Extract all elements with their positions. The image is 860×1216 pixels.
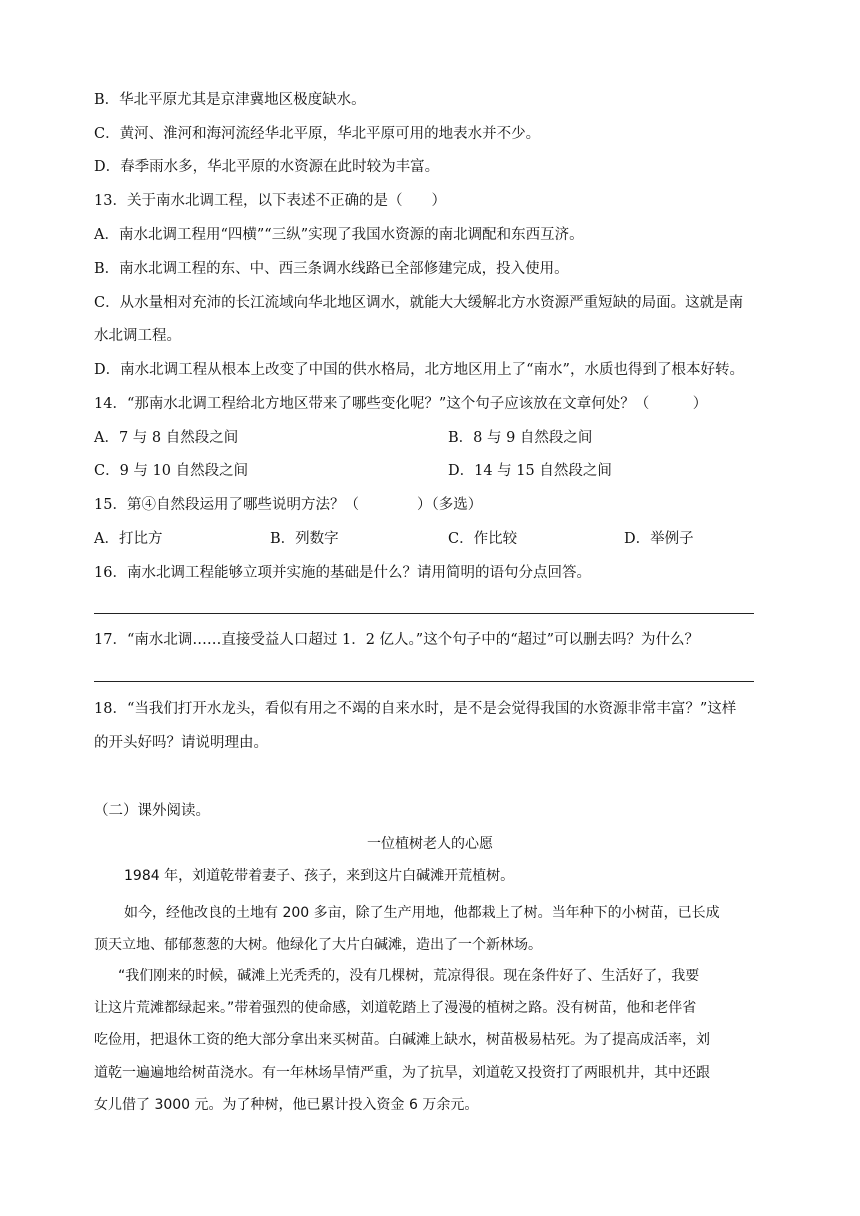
q15-option-d: D．举例子 <box>624 531 694 547</box>
article-paragraph-1: 1984 年，刘道乾带着妻子、孩子，来到这片白碱滩开荒植树。 <box>124 868 515 884</box>
q17-stem: 17．“南水北调……直接受益人口超过 1．2 亿人。”这个句子中的“超过”可以删去吗？为什么？ <box>94 632 700 648</box>
q15-option-c: C．作比较 <box>448 531 518 547</box>
q17-answer-line[interactable] <box>94 681 754 682</box>
q12-option-c: C．黄河、淮河和海河流经华北平原，华北平原可用的地表水并不少。 <box>94 126 541 142</box>
q13-option-d: D．南水北调工程从根本上改变了中国的供水格局，北方地区用上了“南水”，水质也得到了根本好转。 <box>94 362 744 378</box>
article-paragraph-3-line5: 女儿借了 3000 元。为了种树，他已累计投入资金 6 万余元。 <box>94 1097 479 1113</box>
article-paragraph-3-line2: 让这片荒滩都绿起来。”带着强烈的使命感，刘道乾踏上了漫漫的植树之路。没有树苗，他和老伴省 <box>94 1000 697 1016</box>
article-paragraph-3-line3: 吃俭用，把退休工资的绝大部分拿出来买树苗。白碱滩上缺水，树苗极易枯死。为了提高成活率，刘 <box>94 1032 710 1048</box>
q18-stem-line2: 的开头好吗？请说明理由。 <box>94 735 268 751</box>
article-paragraph-2-line1: 如今，经他改良的土地有 200 多亩，除了生产用地，他都栽上了树。当年种下的小树苗，已长成 <box>124 905 720 921</box>
article-title: 一位植树老人的心愿 <box>367 836 493 852</box>
article-paragraph-2-line2: 顶天立地、郁郁葱葱的大树。他绿化了大片白碱滩，造出了一个新林场。 <box>94 937 542 953</box>
q14-option-d: D．14 与 15 自然段之间 <box>448 463 612 479</box>
q18-stem-line1: 18．“当我们打开水龙头，看似有用之不竭的自来水时，是不是会觉得我国的水资源非常丰富？”这样 <box>94 701 737 717</box>
q14-stem: 14．“那南水北调工程给北方地区带来了哪些变化呢？”这个句子应该放在文章何处？（ ） <box>94 396 708 412</box>
article-paragraph-3-line4: 道乾一遍遍地给树苗浇水。有一年林场旱情严重，为了抗旱，刘道乾又投资打了两眼机井，其中还跟 <box>94 1065 710 1081</box>
q13-option-c-line1: C．从水量相对充沛的长江流域向华北地区调水，就能大大缓解北方水资源严重短缺的局面。这就是南 <box>94 295 744 311</box>
q15-stem: 15．第④自然段运用了哪些说明方法？（ ）（多选） <box>94 497 483 513</box>
q12-option-d: D．春季雨水多，华北平原的水资源在此时较为丰富。 <box>94 159 440 175</box>
q14-option-c: C．9 与 10 自然段之间 <box>94 463 249 479</box>
q15-option-b: B．列数字 <box>270 531 339 547</box>
q13-option-a: A．南水北调工程用“四横”“三纵”实现了我国水资源的南北调配和东西互济。 <box>94 227 584 243</box>
q16-stem: 16．南水北调工程能够立项并实施的基础是什么？请用简明的语句分点回答。 <box>94 565 591 581</box>
q16-answer-line[interactable] <box>94 613 754 614</box>
q13-stem: 13．关于南水北调工程，以下表述不正确的是（ ） <box>94 193 446 209</box>
q14-option-b: B．8 与 9 自然段之间 <box>448 430 593 446</box>
q12-option-b: B．华北平原尤其是京津冀地区极度缺水。 <box>94 92 366 108</box>
article-paragraph-3-line1: “我们刚来的时候，碱滩上光秃秃的，没有几棵树，荒凉得很。现在条件好了、生活好了，我要 <box>118 968 700 984</box>
q14-option-a: A．7 与 8 自然段之间 <box>94 430 239 446</box>
q13-option-b: B．南水北调工程的东、中、西三条调水线路已全部修建完成，投入使用。 <box>94 261 569 277</box>
section-heading: （二）课外阅读。 <box>94 803 210 819</box>
q15-option-a: A．打比方 <box>94 531 163 547</box>
q13-option-c-line2: 水北调工程。 <box>94 328 181 344</box>
